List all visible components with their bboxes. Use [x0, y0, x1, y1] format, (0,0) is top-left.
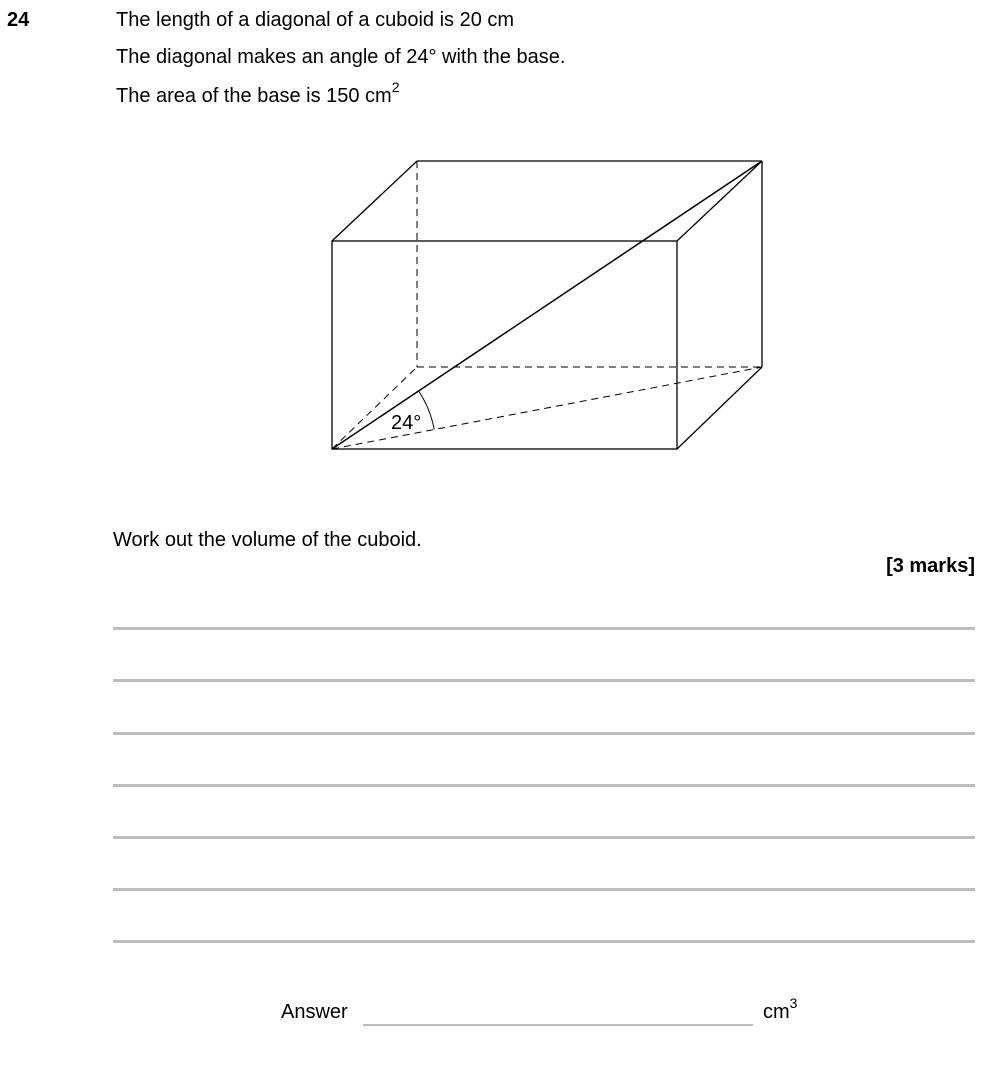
front-face — [332, 241, 677, 449]
answer-input-line[interactable] — [363, 1024, 753, 1026]
working-line-4[interactable] — [113, 784, 975, 787]
base-area-text: The area of the base is 150 cm — [116, 85, 392, 107]
hidden-left-depth-edge — [332, 367, 417, 449]
working-line-5[interactable] — [113, 836, 975, 839]
answer-unit — [763, 995, 798, 1023]
working-line-3[interactable] — [113, 732, 975, 735]
cuboid-diagram — [0, 0, 988, 500]
answer-label: Answer — [281, 1001, 348, 1023]
top-left-depth-edge — [332, 161, 417, 241]
bottom-right-depth-edge — [677, 367, 762, 449]
working-line-6[interactable] — [113, 888, 975, 891]
working-line-2[interactable] — [113, 679, 975, 682]
top-right-depth-edge — [677, 161, 762, 241]
marks-label: [3 marks] — [886, 555, 975, 577]
space-diagonal — [332, 161, 762, 449]
working-line-7[interactable] — [113, 940, 975, 943]
base-diagonal — [332, 367, 762, 449]
question-number: 24 — [7, 9, 30, 31]
task-prompt: Work out the volume of the cuboid. — [113, 529, 422, 551]
question-line-angle: The diagonal makes an angle of 24° with the base. — [116, 46, 566, 68]
answer-unit-text: cm — [763, 1001, 790, 1023]
base-area-exponent: 2 — [391, 79, 400, 96]
question-line-diagonal-length: The length of a diagonal of a cuboid is 20 cm — [116, 9, 515, 31]
angle-label: 24° — [391, 412, 422, 434]
answer-unit-exponent: 3 — [789, 995, 798, 1012]
working-line-1[interactable] — [113, 627, 975, 630]
